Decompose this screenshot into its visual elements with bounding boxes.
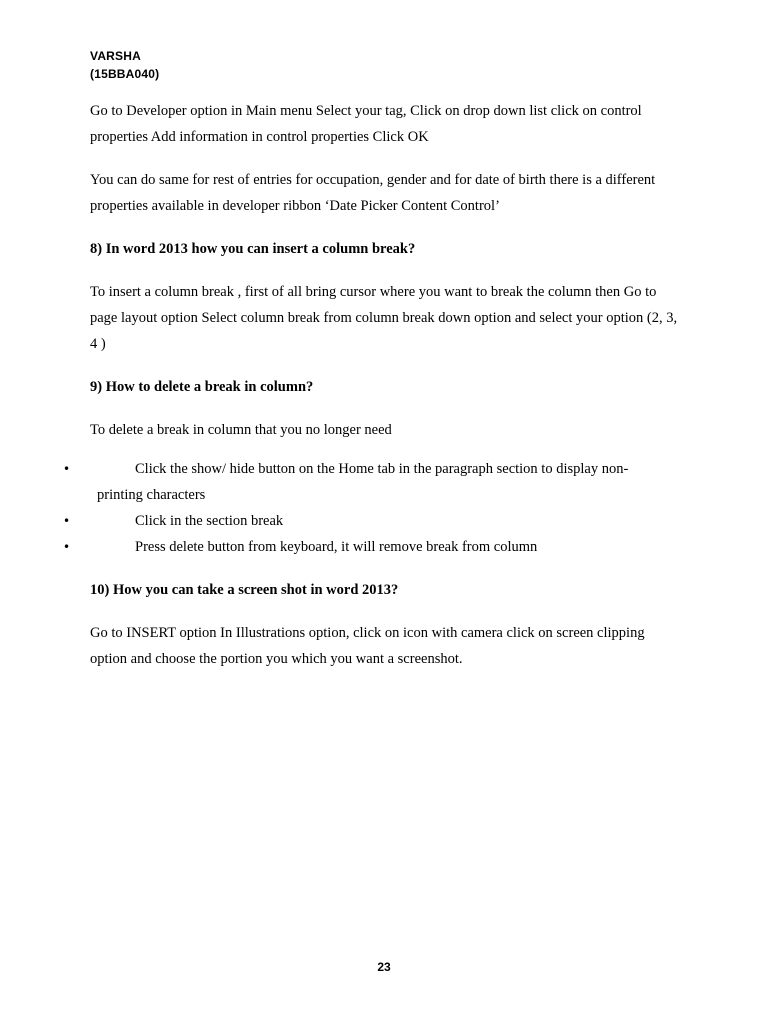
bullet-icon: • xyxy=(63,462,71,476)
intro-paragraph-2: You can do same for rest of entries for occupation, gender and for date of birth there is a different properties available in developer ribbon ‘Date Picker Content Control’ xyxy=(90,172,656,214)
author-roll-number: (15BBA040) xyxy=(90,67,160,81)
question-10-answer: Go to INSERT option In Illustrations option, click on icon with camera click on screen clipping option and choose the portion you which you want a screenshot. xyxy=(90,625,645,667)
question-9-heading: 9) How to delete a break in column? xyxy=(90,379,314,395)
list-item xyxy=(63,534,680,560)
question-9-intro: To delete a break in column that you no longer need xyxy=(90,422,392,438)
question-8-heading: 8) In word 2013 how you can insert a column break? xyxy=(90,241,416,257)
question-8-answer: To insert a column break , first of all bring cursor where you want to break the column then Go to page layout option Select column break from column break down option and select your option (2, 3, 4 ) xyxy=(90,284,678,352)
question-9-steps-list xyxy=(63,456,680,560)
list-item-text-continued: printing characters xyxy=(97,487,206,503)
document-body xyxy=(63,98,680,689)
author-name: VARSHA xyxy=(90,49,141,63)
page-number: 23 xyxy=(377,960,391,974)
intro-paragraph-1: Go to Developer option in Main menu Select your tag, Click on drop down list click on control properties Add information in control properties Click OK xyxy=(90,103,642,145)
bullet-icon: • xyxy=(63,540,71,554)
author-header xyxy=(90,47,159,83)
list-item-text: Click the show/ hide button on the Home tab in the paragraph section to display non- xyxy=(135,461,629,477)
list-item-text: Click in the section break xyxy=(135,513,284,529)
bullet-icon: • xyxy=(63,514,71,528)
question-10-heading: 10) How you can take a screen shot in word 2013? xyxy=(90,582,399,598)
list-item-text: Press delete button from keyboard, it will remove break from column xyxy=(135,539,538,555)
list-item xyxy=(63,456,680,508)
list-item xyxy=(63,508,680,534)
